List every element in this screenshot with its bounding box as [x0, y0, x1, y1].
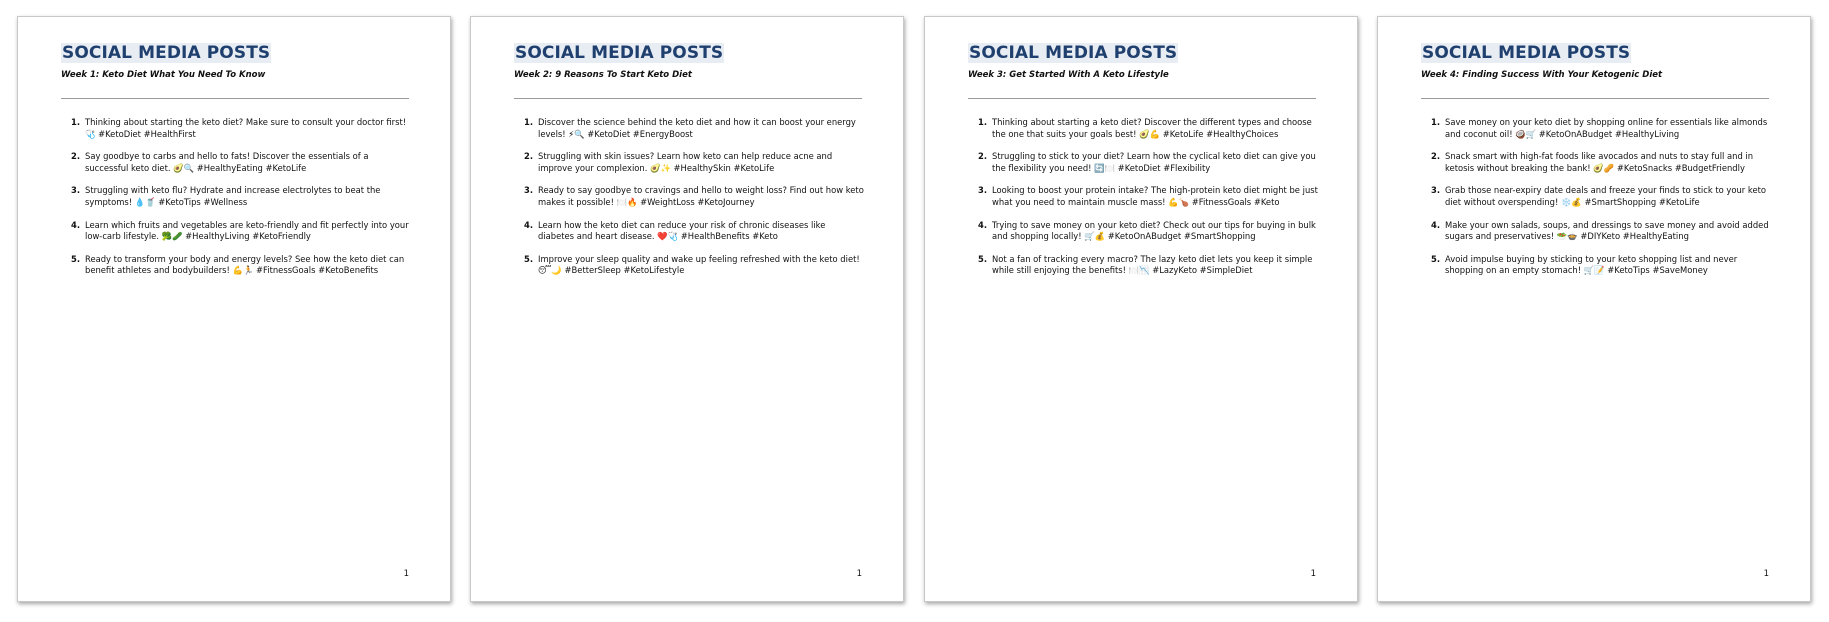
item-number: 2.: [524, 151, 534, 162]
page-number: 1: [1310, 569, 1316, 579]
page-title: SOCIAL MEDIA POSTS: [515, 43, 724, 63]
post-text: Ready to say goodbye to cravings and hello to weight loss? Find out how keto makes it possible! 🍽️🔥 #WeightLoss #KetoJourney: [538, 185, 864, 207]
post-text: Struggling with skin issues? Learn how keto can help reduce acne and improve your complexion. 🥑✨ #HealthySkin #KetoLife: [538, 151, 833, 173]
item-number: 4.: [71, 219, 81, 230]
page-week-1: [17, 16, 451, 602]
item-number: 3.: [1431, 185, 1441, 196]
list-item: [514, 185, 864, 208]
item-number: 1.: [978, 117, 988, 127]
post-text: Looking to boost your protein intake? The high-protein keto diet might be just what you need to maintain muscle mass! 💪🍗 #FitnessGoals #Keto: [992, 185, 1318, 207]
divider: [968, 98, 1316, 99]
item-number: 2.: [71, 151, 81, 162]
divider: [514, 98, 862, 99]
list-item: [61, 151, 411, 174]
post-list: [61, 117, 411, 288]
item-number: 4.: [524, 219, 534, 230]
post-text: Thinking about starting the keto diet? Make sure to consult your doctor first! 🩺 #KetoDiet #HealthFirst: [85, 117, 407, 139]
list-item: [61, 185, 411, 208]
item-number: 1.: [1431, 117, 1441, 127]
list-item: [61, 220, 411, 243]
item-number: 4.: [1431, 219, 1441, 230]
page-week-3: [924, 16, 1358, 602]
page-number: 1: [403, 569, 409, 579]
item-number: 3.: [71, 185, 81, 196]
list-item: [1421, 117, 1771, 140]
list-item: [1421, 185, 1771, 208]
post-text: Struggling to stick to your diet? Learn how the cyclical keto diet can give you the flexibility you need! 🔄🍽️ #KetoDiet #Flexibility: [992, 151, 1316, 173]
list-item: [1421, 254, 1771, 277]
list-item: [514, 117, 864, 140]
post-text: Make your own salads, soups, and dressings to save money and avoid added sugars and preservatives! 🥗🍲 #DIYKeto #HealthyEating: [1445, 219, 1769, 242]
post-text: Struggling with keto flu? Hydrate and increase electrolytes to beat the symptoms! 💧🥤 #KetoTips #Wellness: [85, 185, 381, 207]
item-number: 3.: [978, 185, 988, 196]
list-item: [1421, 151, 1771, 174]
list-item: [968, 151, 1318, 174]
page-week-4: [1377, 16, 1811, 602]
item-number: 4.: [978, 219, 988, 230]
post-list: [514, 117, 864, 288]
page-title: SOCIAL MEDIA POSTS: [62, 43, 271, 63]
item-number: 1.: [71, 117, 81, 127]
post-text: Trying to save money on your keto diet? Check out our tips for buying in bulk and shopping locally! 🛒💰 #KetoOnABudget #SmartShopping: [992, 219, 1316, 242]
page-subtitle: Week 1: Keto Diet What You Need To Know: [61, 70, 266, 80]
post-text: Discover the science behind the keto diet and how it can boost your energy levels! ⚡🔍 #KetoDiet #EnergyBoost: [538, 117, 856, 139]
document-pages: [17, 16, 1812, 604]
page-title: SOCIAL MEDIA POSTS: [969, 43, 1178, 63]
post-text: Not a fan of tracking every macro? The lazy keto diet lets you keep it simple while still enjoying the benefits! 🍽️📉 #LazyKeto #SimpleDiet: [992, 253, 1313, 276]
divider: [61, 98, 409, 99]
item-number: 5.: [1431, 253, 1441, 264]
list-item: [514, 220, 864, 243]
list-item: [968, 220, 1318, 243]
list-item: [968, 117, 1318, 140]
list-item: [1421, 220, 1771, 243]
page-week-2: [470, 16, 904, 602]
page-number: 1: [1763, 569, 1769, 579]
page-title: SOCIAL MEDIA POSTS: [1422, 43, 1631, 63]
item-number: 5.: [524, 253, 534, 264]
list-item: [968, 185, 1318, 208]
list-item: [514, 151, 864, 174]
item-number: 1.: [524, 117, 534, 127]
list-item: [968, 254, 1318, 277]
post-text: Snack smart with high-fat foods like avocados and nuts to stay full and in ketosis without breaking the bank! 🥑🥜 #KetoSnacks #BudgetFriendly: [1445, 151, 1754, 173]
post-text: Save money on your keto diet by shopping online for essentials like almonds and coconut oil! 🥥🛒 #KetoOnABudget #HealthyLiving: [1445, 117, 1768, 139]
post-text: Learn how the keto diet can reduce your risk of chronic diseases like diabetes and heart disease. ❤️🩺 #HealthBenefits #Keto: [538, 219, 826, 242]
item-number: 5.: [71, 253, 81, 264]
item-number: 3.: [524, 185, 534, 196]
page-subtitle: Week 3: Get Started With A Keto Lifestyle: [968, 70, 1169, 80]
post-text: Improve your sleep quality and wake up feeling refreshed with the keto diet! 😴🌙 #BetterSleep #KetoLifestyle: [538, 253, 860, 276]
post-text: Grab those near-expiry date deals and freeze your finds to stick to your keto diet without overspending! ❄️💰 #SmartShopping #KetoLife: [1445, 185, 1767, 207]
post-text: Ready to transform your body and energy levels? See how the keto diet can benefit athletes and bodybuilders! 💪🏃 #FitnessGoals #KetoBenefits: [85, 253, 405, 276]
page-subtitle: Week 4: Finding Success With Your Ketogenic Diet: [1421, 70, 1663, 80]
post-text: Say goodbye to carbs and hello to fats! Discover the essentials of a successful keto diet. 🥑🔍 #HealthyEating #KetoLife: [85, 151, 369, 173]
page-number: 1: [856, 569, 862, 579]
item-number: 2.: [1431, 151, 1441, 162]
list-item: [61, 254, 411, 277]
post-text: Learn which fruits and vegetables are keto-friendly and fit perfectly into your low-carb lifestyle. 🥦🥒 #HealthyLiving #KetoFriendly: [85, 219, 409, 242]
divider: [1421, 98, 1769, 99]
page-subtitle: Week 2: 9 Reasons To Start Keto Diet: [514, 70, 692, 80]
list-item: [61, 117, 411, 140]
post-text: Thinking about starting a keto diet? Discover the different types and choose the one that suits your goals best! 🥑💪 #KetoLife #HealthyChoices: [992, 117, 1312, 139]
post-list: [1421, 117, 1771, 288]
post-text: Avoid impulse buying by sticking to your keto shopping list and never shopping on an empty stomach! 🛒📝 #KetoTips #SaveMoney: [1445, 253, 1738, 276]
list-item: [514, 254, 864, 277]
post-list: [968, 117, 1318, 288]
item-number: 2.: [978, 151, 988, 162]
item-number: 5.: [978, 253, 988, 264]
